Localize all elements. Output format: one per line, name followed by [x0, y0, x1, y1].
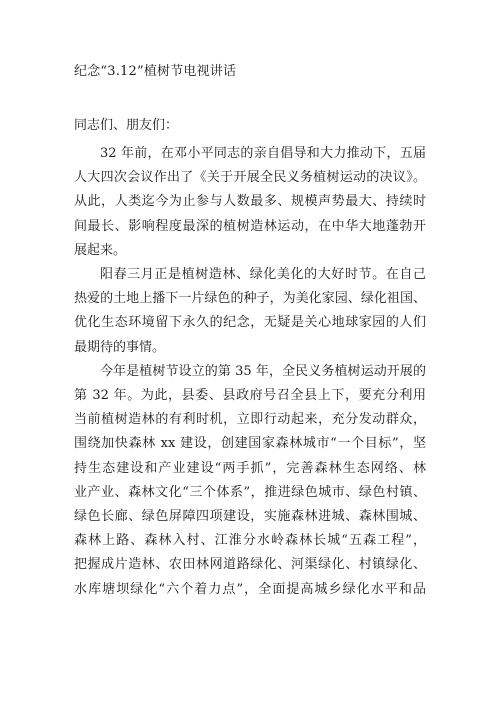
paragraph-line: 人大四次会议作出了《关于开展全民义务植树运动的决议》。 [74, 170, 426, 186]
paragraph-line: 热爱的土地上播下一片绿色的种子，为美化家园、绿化祖国、 [74, 291, 426, 307]
paragraph-line: 当前植树造林的有利时机，立即行动起来，充分发动群众， [74, 412, 426, 428]
paragraph-3 [74, 360, 426, 602]
paragraph-line: 围绕加快森林 xx 建设，创建国家森林城市“一个目标”，坚 [74, 436, 426, 452]
paragraph-line: 业产业、森林文化“三个体系”，推进绿色城市、绿色村镇、 [74, 484, 426, 500]
paragraph-line: 水库塘坝绿化“六个着力点”，全面提高城乡绿化水平和品 [74, 581, 426, 597]
paragraph-line: 展起来。 [74, 242, 127, 258]
paragraph-line: 最期待的事情。 [74, 339, 166, 355]
paragraph-line: 持生态建设和产业建设“两手抓”，完善森林生态网络、林 [74, 460, 426, 476]
paragraph-line: 从此，人类迄今为止参与人数最多、规模声势最大、持续时 [74, 194, 426, 210]
paragraph-line: 32 年前，在邓小平同志的亲自倡导和大力推动下，五届 [100, 146, 426, 161]
paragraph-line: 第 32 年。为此，县委、县政府号召全县上下，要充分利用 [74, 388, 426, 404]
paragraph-1 [74, 142, 426, 263]
paragraph-line: 绿色长廊、绿色屏障四项建设，实施森林进城、森林围城、 [74, 509, 426, 525]
paragraph-line: 阳春三月正是植树造林、绿化美化的大好时节。在自己 [100, 267, 426, 283]
salutation: 同志们、朋友们： [74, 118, 179, 133]
paragraph-line: 优化生态环境留下永久的纪念，无疑是关心地球家园的人们 [74, 315, 426, 331]
paragraph-2 [74, 263, 426, 360]
document-title: 纪念“3.12”植树节电视讲话 [74, 64, 237, 79]
paragraph-line: 森林上路、森林入村、江淮分水岭森林长城“五森工程”， [74, 533, 426, 549]
paragraph-line: 把握成片造林、农田林网道路绿化、河渠绿化、村镇绿化、 [74, 557, 426, 573]
paragraph-line: 今年是植树节设立的第 35 年，全民义务植树运动开展的 [100, 363, 426, 379]
paragraph-line: 间最长、影响程度最深的植树造林运动，在中华大地蓬勃开 [74, 218, 426, 234]
document-body [74, 142, 426, 602]
